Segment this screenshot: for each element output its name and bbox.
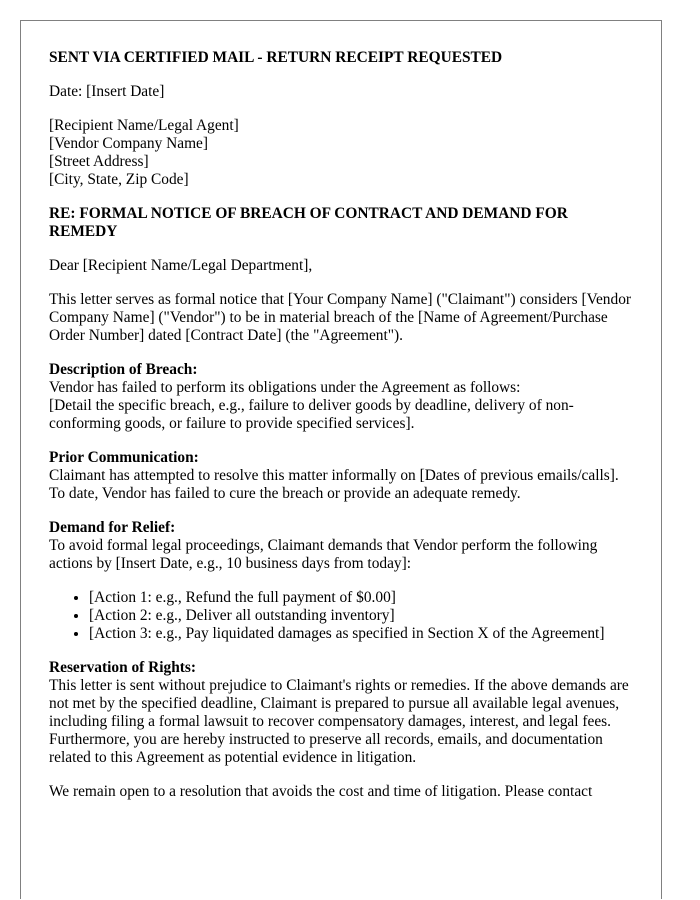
reservation-title: Reservation of Rights: xyxy=(49,659,197,676)
list-item: • [Action 2: e.g., Deliver all outstanding inventory] xyxy=(89,607,634,625)
letter-date: Date: [Insert Date] xyxy=(49,83,165,100)
closing-paragraph: We remain open to a resolution that avoids the cost and time of litigation. Please contact xyxy=(49,783,593,800)
address-line: [Vendor Company Name] xyxy=(49,135,208,152)
breach-section xyxy=(49,361,634,433)
recipient-address xyxy=(49,117,634,189)
list-item: • [Action 3: e.g., Pay liquidated damages as specified in Section X of the Agreement] xyxy=(89,625,634,643)
letter-page xyxy=(20,20,662,899)
breach-line: Vendor has failed to perform its obligations under the Agreement as follows: xyxy=(49,379,521,396)
demand-text: To avoid formal legal proceedings, Claimant demands that Vendor perform the following actions by [Insert Date, e.g., 10 business days from today]: xyxy=(49,537,598,572)
prior-communication-section xyxy=(49,449,634,503)
breach-detail: [Detail the specific breach, e.g., failure to deliver goods by deadline, delivery of non-conforming goods, or failure to provide specified services]. xyxy=(49,397,574,432)
demand-actions-list xyxy=(49,589,634,643)
breach-title: Description of Breach: xyxy=(49,361,198,378)
address-line: [Street Address] xyxy=(49,153,149,170)
prior-communication-text: Claimant has attempted to resolve this matter informally on [Dates of previous emails/calls]. To date, Vendor has failed to cure the breach or provide an adequate remedy. xyxy=(49,467,619,502)
address-line: [City, State, Zip Code] xyxy=(49,171,189,188)
address-line: [Recipient Name/Legal Agent] xyxy=(49,117,239,134)
reservation-text: This letter is sent without prejudice to Claimant's rights or remedies. If the above demands are not met by the specified deadline, Claimant is prepared to pursue all available legal avenues, including filing a formal lawsuit to recover compensatory damages, interest, and legal fees. Furthermore, you are hereby instructed to preserve all records, emails, and documentation related to this Agreement as potential evidence in litigation. xyxy=(49,677,629,766)
salutation: Dear [Recipient Name/Legal Department], xyxy=(49,257,313,274)
list-item: • [Action 1: e.g., Refund the full payment of $0.00] xyxy=(89,589,634,607)
prior-communication-title: Prior Communication: xyxy=(49,449,199,466)
reservation-section xyxy=(49,659,634,767)
demand-title: Demand for Relief: xyxy=(49,519,176,536)
demand-section xyxy=(49,519,634,573)
subject-line: RE: FORMAL NOTICE OF BREACH OF CONTRACT AND DEMAND FOR REMEDY xyxy=(49,205,568,240)
mail-header: SENT VIA CERTIFIED MAIL - RETURN RECEIPT REQUESTED xyxy=(49,49,503,66)
intro-paragraph: This letter serves as formal notice that [Your Company Name] ("Claimant") considers [Vendor Company Name] ("Vendor") to be in material breach of the [Name of Agreement/Purchase Order Number] dated [Contract Date] (the "Agreement"). xyxy=(49,291,632,344)
letter-body xyxy=(49,49,634,817)
